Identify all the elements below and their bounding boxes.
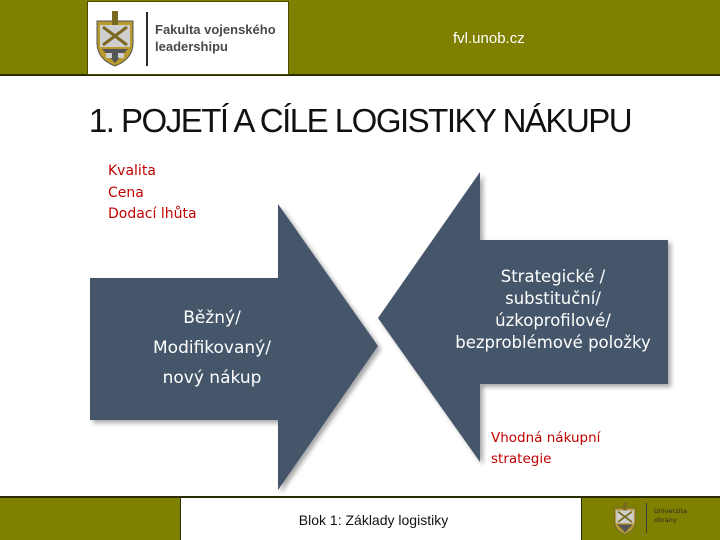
footer-logo-divider xyxy=(646,503,647,533)
university-line1: Univerzita xyxy=(654,507,687,515)
criteria-item: Kvalita xyxy=(108,163,156,179)
footer-text: Blok 1: Základy logistiky xyxy=(298,512,449,528)
left-arrow-line: nový nákup xyxy=(162,368,262,388)
left-arrow-line: Běžný/ xyxy=(183,308,241,328)
strategy-line: Vhodná nákupní xyxy=(491,430,601,446)
criteria-list xyxy=(108,161,197,226)
right-arrow-line: substituční/ xyxy=(505,289,601,308)
left-arrow-line: Modifikovaný/ xyxy=(153,338,271,358)
left-arrow-label xyxy=(132,303,292,393)
criteria-item: Dodací lhůta xyxy=(108,206,197,222)
strategy-label xyxy=(491,428,600,470)
site-url-link[interactable]: fvl.unob.cz xyxy=(453,30,525,47)
slide-title: 1. POJETÍ A CÍLE LOGISTIKY NÁKUPU xyxy=(88,102,632,139)
university-line2: obrany xyxy=(654,516,677,524)
footer-text-box xyxy=(180,496,582,540)
right-arrow-line: Strategické / xyxy=(500,267,606,286)
right-arrow-line: bezproblémové položky xyxy=(455,333,651,352)
shield-crest-icon xyxy=(612,501,638,535)
faculty-name-line1: Fakulta vojenského xyxy=(155,22,276,37)
faculty-name-line2: leadershipu xyxy=(155,39,228,54)
right-arrow-line: úzkoprofilové/ xyxy=(495,311,611,330)
criteria-item: Cena xyxy=(108,184,144,201)
right-arrow-label xyxy=(442,266,664,354)
strategy-line: strategie xyxy=(491,451,552,467)
university-logo-text xyxy=(654,507,714,525)
